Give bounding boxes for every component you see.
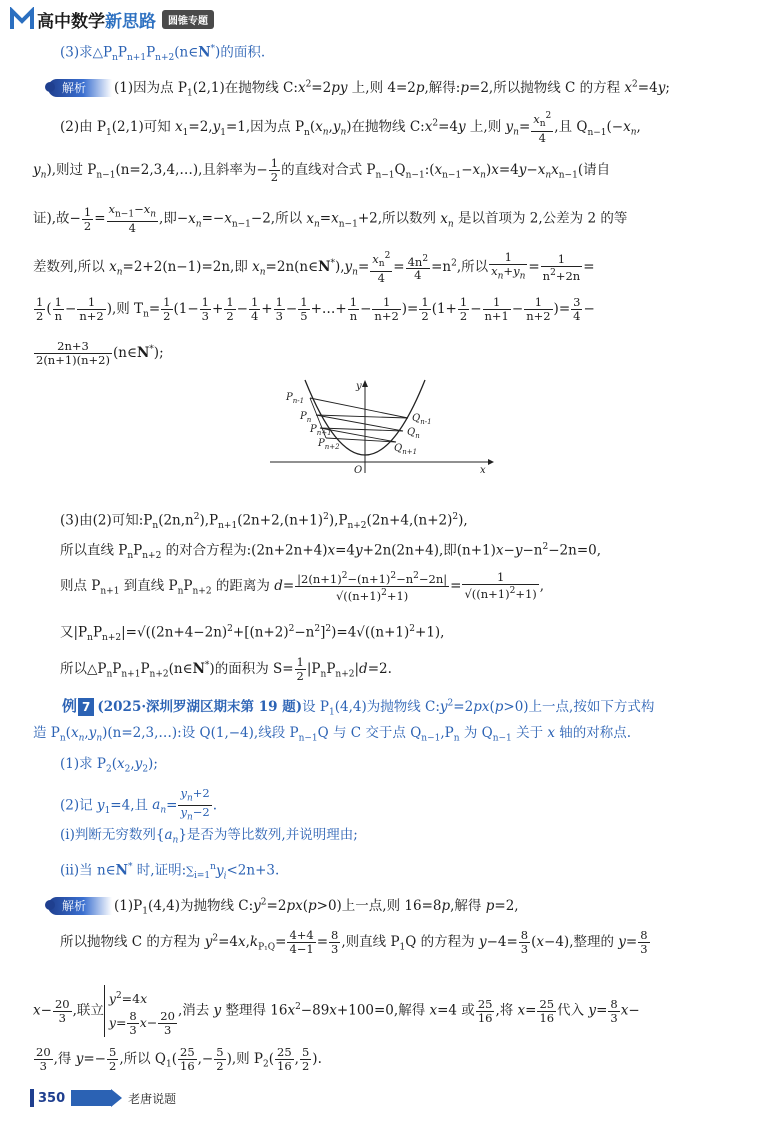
arrow-right-icon bbox=[111, 1089, 122, 1107]
svg-text:Pn+2: $P_{n+2}$ bbox=[318, 438, 340, 451]
section-tag: 圆锥专题 bbox=[162, 10, 214, 29]
solution-line: $y_n$),则过 $P_{n-1}(n=2,3,4,\dots)$,且斜率为− $\frac{1}{2}$ 的直线对合式 $P_{n-1}Q_{n-1}:(x_{n-1}-x_n)x=4y-x_nx_{n-1}$(请自 bbox=[33, 156, 611, 184]
parabola-figure bbox=[270, 375, 500, 475]
solution-line: 证),故− $\frac{1}{2}$ = $\frac{x_{n-1}-x_n}{4}$ ,即$-x_n=-x_{n-1}-2$,所以 $x_n=x_{n-1}+2$,所以数列 $x_n$ 是以首项为 2,公差为 2 的等 bbox=[33, 202, 628, 236]
solution-line: $\frac{1}{2}$ ( $\frac{1}{n}$ − $\frac{1}{n+2}$ ),则 $T_n=$ $\frac{1}{2}$ (1− $\frac{1}{3}$ + $\frac{1}{2}$ − $\frac{1}{4}$ + $\frac{1}{3}$ − $\frac{1}{5}$ +…+ $\frac{1}{n}$ − $\frac{1}{n+2}$ )= $\frac{1}{2}$ (1+ $\frac{1}{2}$ − $\frac{1}{n+1}$ − $\frac{1}{n+2}$ )= $\frac{3}{4}$ − bbox=[36, 295, 595, 323]
example-7-header: 例 7 (2025·深圳罗湖区期末第 19 题)设 $P_1(4,4)$为抛物线 $C:y^2=2px(p>0)$上一点,按如下方式构 bbox=[62, 696, 655, 718]
example-7-q2: (2)记 $y_1=4$,且 $a_n=$ $\frac{y_n+2}{y_n-2}$ . bbox=[60, 786, 217, 823]
solution-line: 差数列,所以 $x_n=2+2(n-1)=2n$,即 $x_n=2n(n\in N^*),y_n=$ $\frac{x_n^2}{4}$ = $\frac{4n^2}{4}$ $=n^2$,所以 $\frac{1}{x_n+y_n}$ = $\frac{1}{n^2+2n}$ = bbox=[33, 250, 595, 286]
solution-line: 所以$\triangle P_nP_{n+1}P_{n+2}(n\in N^*)$的面积为 S= $\frac{1}{2}$ $|P_nP_{n+2}|d=2$. bbox=[60, 655, 392, 683]
solution-line: 则点 $P_{n+1}$ 到直线 $P_nP_{n+2}$ 的距离为 d= $\frac{|2(n+1)^2-(n+1)^2-n^2-2n|}{√((n+1)^2+1)}$ = $\frac{1}{√((n+1)^2+1)}$ , bbox=[60, 570, 545, 603]
svg-text:Qn: $Q_n$ bbox=[407, 427, 420, 440]
book-title: 高中数学新思路 bbox=[37, 11, 156, 32]
solution-line: $\frac{20}{3}$ ,得 y=− $\frac{5}{2}$ ,所以 $Q_1$( $\frac{25}{16}$ ,− $\frac{5}{2}$ ),则 $P_2$( $\frac{25}{16}$ , $\frac{5}{2}$ ). bbox=[36, 1045, 322, 1073]
solution-7-part1: 解析 $(1)P_1(4,4)$为抛物线 $C:y^2=2px(p>0)$上一点,则 16=8p,解得 p=2, bbox=[48, 893, 519, 920]
solution-line: (3)由(2)可知$:P_n(2n,n^2),P_{n+1}(2n+2,(n+1)^2),P_{n+2}(2n+4,(n+2)^2)$, bbox=[60, 512, 468, 532]
svg-text:Pn+1: $P_{n+1}$ bbox=[310, 424, 332, 437]
svg-text:Qn-1: $Q_{n-1}$ bbox=[412, 413, 432, 426]
svg-text:y: y bbox=[356, 381, 362, 392]
example-7-q2ii: (ⅱ)当 n∈N* 时,证明$:\sum_{i=1}^ny_i<2n+3$. bbox=[60, 862, 280, 882]
example-7-q1: (1)求 $P_2(x_2,y_2)$; bbox=[60, 756, 158, 775]
solution-line: (2)由 $P_1(2,1)$可知 $x_1=2,y_1=1$,因为点 $P_n(x_n,y_n)$在抛物线 $C:x^2=4y$ 上,则 $y_n=$ $\frac{x_n^2}{4}$ ,且 $Q_{n-1}(-x_n$, bbox=[60, 111, 641, 146]
solution-line: 所以抛物线 C 的方程为 $y^2=4x,k_{P_1Q}=$ $\frac{4+4}{4-1}$ = $\frac{8}{3}$ ,则直线 $P_1Q$ 的方程为 y−4= $\frac{8}{3}$ (x−4),整理的 y= $\frac{8}{3}$ bbox=[60, 928, 648, 956]
footer-brand: 老唐说题 bbox=[128, 1091, 177, 1106]
example-7-text: 造 $P_n(x_n,y_n)(n=2,3,\dots)$:设 Q(1,−4),线段 $P_{n-1}Q$ 与 C 交于点 $Q_{n-1},P_n$ 为 $Q_{n-1}$ 关于 x 轴的对称点. bbox=[33, 725, 632, 744]
solution-line: 所以直线 $P_nP_{n+2}$ 的对合方程为:(2n+2n+4)x=4y+2n(2n+4),即$(n+1)x-y-n^2-2n=0$, bbox=[60, 542, 602, 562]
example-7-q2i: (ⅰ)判断无穷数列$\{a_n\}$是否为等比数列,并说明理由; bbox=[60, 827, 358, 846]
page-header bbox=[10, 6, 214, 32]
svg-text:Qn+1: $Q_{n+1}$ bbox=[394, 443, 418, 456]
page-bar bbox=[30, 1089, 34, 1107]
svg-text:Pn: $P_n$ bbox=[300, 411, 312, 424]
page-number: 350 bbox=[38, 1090, 66, 1106]
svg-text:O: O bbox=[354, 465, 363, 475]
question-3: (3)求$\triangle P_nP_{n+1}P_{n+2}(n\in N^*)$的面积. bbox=[60, 44, 266, 64]
svg-text:x: x bbox=[480, 465, 486, 475]
svg-text:Pn-1: $P_{n-1}$ bbox=[286, 392, 305, 405]
analysis-badge: 解析 bbox=[48, 897, 112, 915]
analysis-badge: 解析 bbox=[48, 79, 112, 97]
footer-block bbox=[71, 1090, 111, 1106]
page-footer bbox=[30, 1089, 176, 1107]
solution-part1: 解析 (1)因为点 $P_1(2,1)$在抛物线 $C:x^2=2py$ 上,则 4=2p,解得:p=2,所以抛物线 C 的方程 $x^2=4y$; bbox=[48, 75, 670, 102]
logo-icon bbox=[10, 7, 34, 31]
solution-line: 又$|P_nP_{n+2}|=√((2n+4-2n)^2+[(n+2)^2-n^2]^2)=4√((n+1)^2+1)$, bbox=[60, 624, 445, 644]
solution-line: x− $\frac{20}{3}$ ,联立$y^2=4x$ y= $\frac{8}{3}$ x− $\frac{20}{3}$ ,消去 y 整理得 $16x^2-89x+100=0$,解得 x=4 或 $\frac{25}{16}$ ,将 x= $\frac{25}{16}$ 代入 y= $\frac{8}{3}$ x− bbox=[33, 985, 640, 1037]
solution-line: $\frac{2n+3}{2(n+1)(n+2)}$ (n∈N*); bbox=[36, 339, 164, 367]
